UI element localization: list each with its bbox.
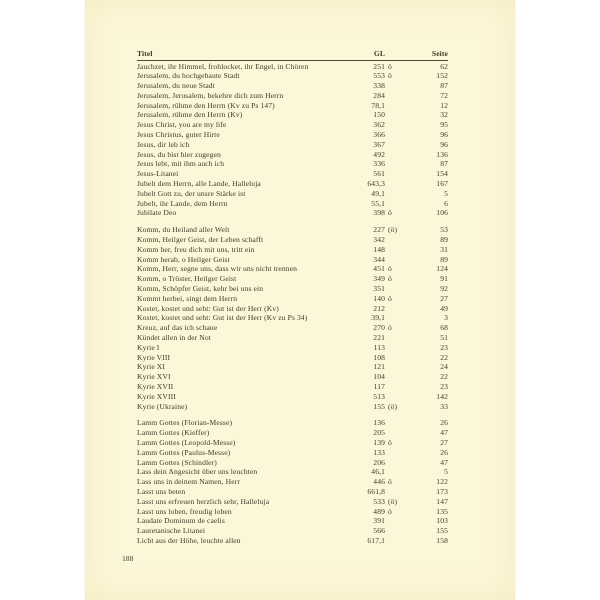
song-title: Laudate Dominum de caelis [137,516,225,526]
song-title: Lasst uns beten [137,486,186,496]
gl-oekumenisch-mark [385,120,402,130]
table-row [137,313,448,323]
song-title: Lamm Gottes (Paulus-Messe) [137,447,231,457]
song-title: Jerusalem, Jerusalem, bekehre dich zum Herrn [137,90,284,100]
table-row [137,110,448,120]
column-header-titel: Titel [137,49,153,58]
gl-number: 336 [373,159,385,169]
song-title: Jesus, dir leb ich [137,139,190,149]
seite-number: 72 [440,90,448,100]
gl-oekumenisch-mark [385,235,402,245]
seite-number: 49 [440,303,448,313]
gl-number: 561 [373,169,385,179]
seite-number: 22 [440,352,448,362]
table-header-row [137,49,448,61]
gl-number: 566 [373,526,385,536]
table-row [137,179,448,189]
gl-number: 513 [373,391,385,401]
song-title: Jerusalem, du neue Stadt [137,81,215,91]
gl-number: 492 [373,149,385,159]
gl-oekumenisch-mark [385,487,402,497]
gl-number: 533 [373,496,385,506]
seite-number: 158 [436,535,448,545]
gl-number: 398 [373,208,385,218]
gl-number: 221 [373,333,385,343]
gl-number: 643,3 [367,179,385,189]
song-index-table [137,49,448,546]
seite-number: 24 [440,362,448,372]
gl-number: 391 [373,516,385,526]
gl-oekumenisch-mark [385,418,402,428]
table-row [137,507,448,517]
table-row [137,438,448,448]
song-title: Lass dein Angesicht über uns leuchten [137,467,258,477]
table-row [137,516,448,526]
seite-number: 23 [440,382,448,391]
seite-number: 124 [436,264,448,274]
seite-number: 155 [436,526,448,536]
song-title: Jubelt, ihr Lande, dem Herrn [137,198,228,208]
table-row [137,81,448,91]
seite-number: 147 [436,496,448,506]
seite-number: 96 [440,130,448,140]
gl-oekumenisch-mark [385,159,402,169]
gl-oekumenisch-mark [385,313,402,323]
song-title: Jesus, du bist hier zugegen [137,149,221,159]
gl-oekumenisch-mark [385,467,402,477]
gl-number: 136 [373,418,385,428]
song-title: Lamm Gottes (Leopold-Messe) [137,437,236,447]
seite-number: 47 [440,428,448,438]
gl-number: 55,1 [371,198,385,208]
seite-number: 32 [440,110,448,120]
table-row [137,62,448,72]
table-row [137,526,448,536]
seite-number: 53 [440,225,448,235]
song-title: Komm her, freu dich mit uns, tritt ein [137,244,255,254]
song-title: Jubelt dem Herrn, alle Lande, Halleluja [137,179,261,189]
song-title: Kyrie XVII [137,382,174,391]
seite-number: 31 [440,244,448,254]
gl-number: 362 [373,120,385,130]
seite-number: 5 [444,467,448,477]
seite-number: 173 [436,486,448,496]
gl-number: 150 [373,110,385,120]
seite-number: 5 [444,188,448,198]
seite-number: 51 [440,333,448,343]
seite-number: 62 [440,61,448,71]
song-title: Jerusalem, du hochgebaute Stadt [137,71,240,81]
gl-oekumenisch-mark [385,516,402,526]
table-row [137,382,448,392]
song-title: Kündet allen in der Not [137,333,211,343]
song-title: Jubelt Gott zu, der unsre Stärke ist [137,188,246,198]
table-row [137,189,448,199]
table-row [137,284,448,294]
seite-number: 95 [440,120,448,130]
index-section [137,418,448,545]
table-row [137,150,448,160]
seite-number: 154 [436,169,448,179]
seite-number: 122 [436,477,448,487]
gl-number: 451 [373,264,385,274]
table-row [137,458,448,468]
song-title: Kostet, kostet und seht: Gut ist der Herr (Kv zu Ps 34) [137,313,308,323]
gl-oekumenisch-mark [385,448,402,458]
table-row [137,294,448,304]
song-title: Kyrie XVI [137,372,171,382]
gl-oekumenisch-mark: ö [388,293,392,303]
seite-number: 103 [436,516,448,526]
gl-number: 104 [373,372,385,382]
gl-number: 367 [373,139,385,149]
gl-number: 155 [373,401,385,411]
seite-number: 26 [440,447,448,457]
table-row [137,402,448,412]
gl-oekumenisch-mark [385,382,402,392]
gl-number: 108 [373,352,385,362]
gl-oekumenisch-mark [385,245,402,255]
seite-number: 23 [440,342,448,352]
gl-oekumenisch-mark [385,101,402,111]
index-table-body [137,61,448,546]
gl-number: 251 [373,61,385,71]
song-title: Jesus lebt, mit ihm auch ich [137,159,225,169]
gl-number: 113 [373,342,385,352]
seite-number: 33 [440,401,448,411]
gl-oekumenisch-mark [385,343,402,353]
seite-number: 6 [444,198,448,208]
seite-number: 12 [440,100,448,110]
table-row [137,245,448,255]
gl-number: 206 [373,457,385,467]
column-header-gl-spacer [385,49,402,59]
table-row [137,264,448,274]
gl-oekumenisch-mark: (ö) [388,401,398,411]
song-title: Jesus Christ, you are my life [137,120,227,130]
song-title: Komm herab, o Heilger Geist [137,254,230,264]
table-row [137,448,448,458]
gl-number: 205 [373,428,385,438]
table-row [137,208,448,218]
song-title: Jesus-Litanei [137,169,179,179]
gl-number: 366 [373,130,385,140]
gl-oekumenisch-mark [385,140,402,150]
seite-number: 89 [440,235,448,245]
table-row [137,130,448,140]
gl-number: 148 [373,244,385,254]
table-row [137,323,448,333]
seite-number: 135 [436,506,448,516]
seite-number: 27 [440,437,448,447]
gl-oekumenisch-mark [385,536,402,546]
gl-oekumenisch-mark [385,284,402,294]
gl-oekumenisch-mark: ö [388,208,392,218]
gl-number: 139 [373,437,385,447]
seite-number: 152 [436,71,448,81]
gl-oekumenisch-mark: ö [388,264,392,274]
gl-number: 661,8 [367,486,385,496]
seite-number: 92 [440,284,448,294]
table-row [137,362,448,372]
column-header-gl: GL [373,49,385,58]
song-title: Kyrie VIII [137,352,171,362]
song-title: Jauchzet, ihr Himmel, frohlocket, ihr Engel, in Chören [137,61,309,71]
table-row [137,343,448,353]
gl-oekumenisch-mark [385,304,402,314]
gl-number: 212 [373,303,385,313]
gl-number: 121 [373,362,385,372]
seite-number: 3 [444,313,448,323]
table-row [137,255,448,265]
song-title: Lamm Gottes (Kieffer) [137,428,210,438]
table-row [137,159,448,169]
table-row [137,225,448,235]
gl-oekumenisch-mark [385,199,402,209]
song-title: Kyrie (Ukraine) [137,401,188,411]
table-row [137,140,448,150]
gl-oekumenisch-mark [385,255,402,265]
gl-number: 349 [373,274,385,284]
gl-number: 284 [373,90,385,100]
song-title: Komm, o Tröster, Heilger Geist [137,274,237,284]
gl-number: 117 [373,382,385,391]
table-row [137,199,448,209]
gl-number: 338 [373,81,385,91]
song-title: Jubilate Deo [137,208,177,218]
table-row [137,71,448,81]
song-title: Kreuz, auf das ich schaue [137,323,218,333]
song-title: Komm, Schöpfer Geist, kehr bei uns ein [137,284,264,294]
table-row [137,428,448,438]
gl-oekumenisch-mark [385,353,402,363]
table-row [137,497,448,507]
table-row [137,467,448,477]
song-title: Komm, Herr, segne uns, dass wir uns nicht trennen [137,264,298,274]
table-row [137,392,448,402]
seite-number: 47 [440,457,448,467]
gl-oekumenisch-mark [385,189,402,199]
seite-number: 91 [440,274,448,284]
song-title: Kommt herbei, singt dem Herrn [137,293,238,303]
book-page [85,0,515,600]
index-section [137,62,448,219]
table-row [137,304,448,314]
song-title: Kyrie I [137,342,160,352]
song-title: Licht aus der Höhe, leuchte allen [137,535,241,545]
song-title: Kyrie XVIII [137,391,176,401]
song-title: Lamm Gottes (Schindler) [137,457,217,467]
seite-number: 87 [440,81,448,91]
song-title: Jesus Christus, guter Hirte [137,130,220,140]
gl-number: 49,1 [371,188,385,198]
song-title: Kyrie XI [137,362,166,372]
gl-number: 140 [373,293,385,303]
seite-number: 142 [436,391,448,401]
gl-oekumenisch-mark [385,392,402,402]
gl-oekumenisch-mark [385,91,402,101]
gl-oekumenisch-mark [385,458,402,468]
table-row [137,235,448,245]
page-number: 188 [122,554,134,563]
gl-oekumenisch-mark [385,169,402,179]
gl-number: 342 [373,235,385,245]
gl-oekumenisch-mark: ö [388,71,392,81]
gl-number: 227 [373,225,385,235]
table-row [137,372,448,382]
seite-number: 87 [440,159,448,169]
seite-number: 136 [436,149,448,159]
gl-oekumenisch-mark [385,130,402,140]
seite-number: 96 [440,139,448,149]
gl-number: 446 [373,477,385,487]
seite-number: 89 [440,254,448,264]
gl-number: 78,1 [371,100,385,110]
gl-oekumenisch-mark: ö [388,323,392,333]
gl-oekumenisch-mark [385,333,402,343]
song-title: Kostet, kostet und seht: Gut ist der Herr (Kv) [137,303,279,313]
gl-oekumenisch-mark: ö [388,477,392,487]
song-title: Lasst uns loben, freudig loben [137,506,232,516]
seite-number: 26 [440,418,448,428]
gl-oekumenisch-mark: ö [388,61,392,71]
table-row [137,418,448,428]
gl-number: 46,1 [371,467,385,477]
song-title: Lass uns in deinem Namen, Herr [137,477,240,487]
table-row [137,274,448,284]
gl-oekumenisch-mark: (ö) [388,225,398,235]
gl-number: 133 [373,447,385,457]
gl-oekumenisch-mark [385,179,402,189]
gl-oekumenisch-mark [385,428,402,438]
seite-number: 22 [440,372,448,382]
song-title: Komm, du Heiland aller Welt [137,225,230,235]
gl-oekumenisch-mark [385,150,402,160]
gl-oekumenisch-mark [385,526,402,536]
seite-number: 106 [436,208,448,218]
gl-number: 617,1 [367,535,385,545]
gl-number: 344 [373,254,385,264]
seite-number: 27 [440,293,448,303]
song-title: Lasst uns erfreuen herzlich sehr, Halleluja [137,496,270,506]
gl-oekumenisch-mark [385,362,402,372]
gl-oekumenisch-mark [385,372,402,382]
table-row [137,120,448,130]
table-row [137,353,448,363]
gl-oekumenisch-mark: (ö) [388,496,398,506]
gl-oekumenisch-mark [385,81,402,91]
table-row [137,487,448,497]
gl-oekumenisch-mark [385,110,402,120]
gl-oekumenisch-mark: ö [388,274,392,284]
column-header-seite: Seite [431,49,448,58]
gl-number: 553 [373,71,385,81]
gl-number: 39,1 [371,313,385,323]
table-row [137,101,448,111]
index-section [137,225,448,411]
table-row [137,91,448,101]
song-title: Jerusalem, rühme den Herrn (Kv zu Ps 147) [137,100,275,110]
table-row [137,536,448,546]
gl-number: 489 [373,506,385,516]
gl-oekumenisch-mark: ö [388,506,392,516]
table-row [137,169,448,179]
table-row [137,477,448,487]
gl-number: 270 [373,323,385,333]
song-title: Jerusalem, rühme den Herrn (Kv) [137,110,243,120]
gl-oekumenisch-mark: ö [388,437,392,447]
song-title: Komm, Heilger Geist, der Leben schafft [137,235,264,245]
table-row [137,333,448,343]
song-title: Lamm Gottes (Florian-Messe) [137,418,233,428]
song-title: Lauretanische Litanei [137,526,206,536]
seite-number: 167 [436,179,448,189]
gl-number: 351 [373,284,385,294]
seite-number: 68 [440,323,448,333]
